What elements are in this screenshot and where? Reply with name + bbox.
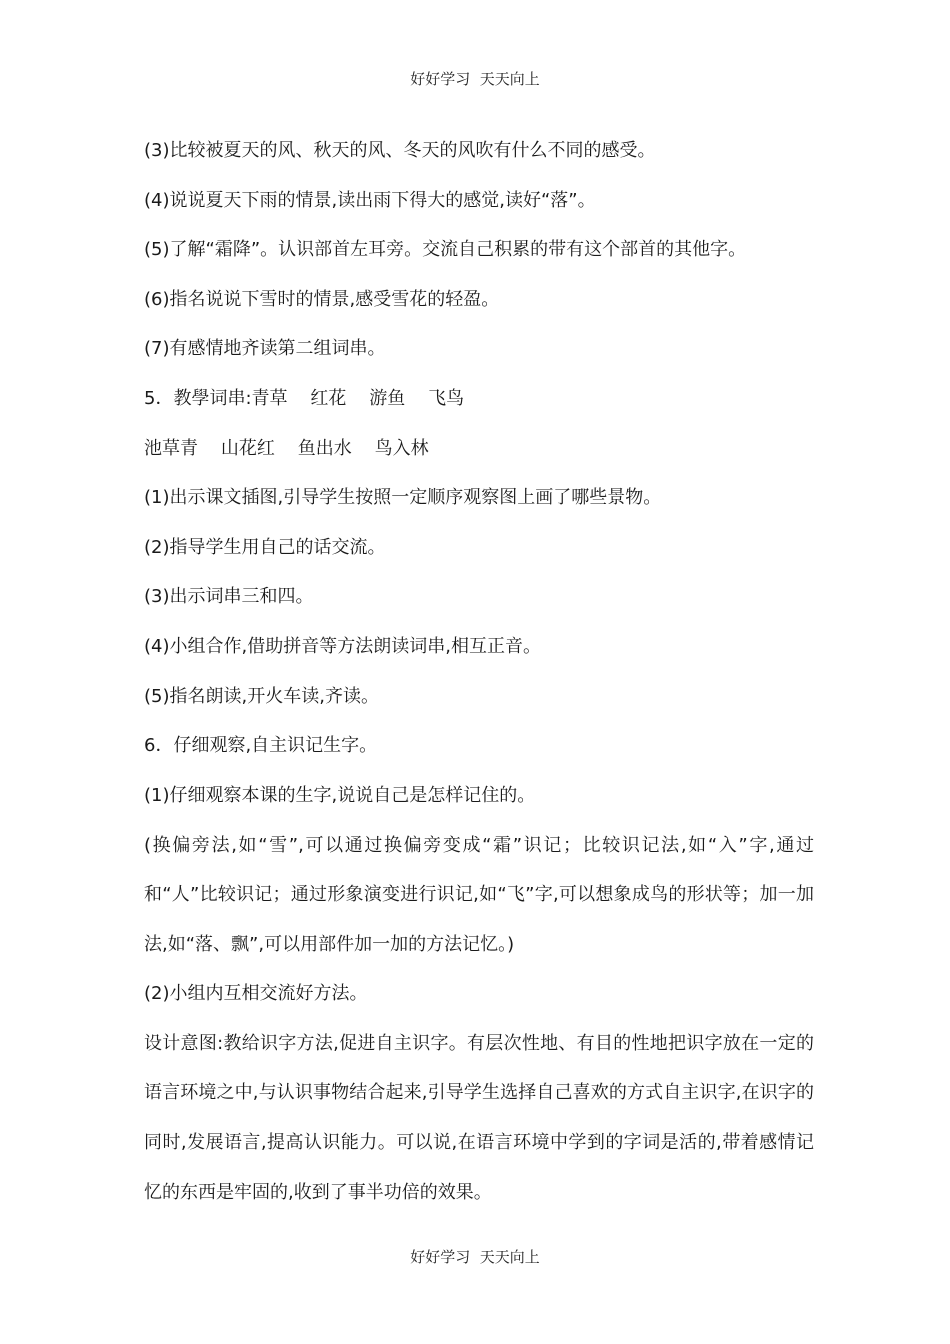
paragraph: (2)小组内互相交流好方法。 <box>144 983 368 1005</box>
paragraph: (6)指名说说下雪时的情景,感受雪花的轻盈。 <box>144 288 500 310</box>
page-footer: 好好学习 天天向上 <box>410 1248 540 1266</box>
paragraph: (4)说说夏天下雨的情景,读出雨下得大的感觉,读好“落”。 <box>144 189 596 211</box>
design-intent-paragraph: 设计意图:教给识字方法,促进自主识字。有层次性地、有目的性地把识字放在一定的语言环境之中,与认识事物结合起来,引导学生选择自己喜欢的方式自主识字,在识字的同时,发展语言,提高认识能力。可以说,在语言环境中学到的字词是活的,带着感情记忆的东西是牢固的,收到了事半功倍的效果。 <box>144 1032 814 1203</box>
document-body <box>144 136 814 1227</box>
paragraph: (5)了解“霜降”。认识部首左耳旁。交流自己积累的带有这个部首的其他字。 <box>144 239 747 261</box>
section-heading: 6．仔细观察,自主识记生字。 <box>144 735 378 757</box>
page-header: 好好学习 天天向上 <box>410 70 540 88</box>
paragraph: (换偏旁法,如“雪”,可以通过换偏旁变成“霜”识记；比较识记法,如“入”字,通过和“人”比较识记；通过形象演变进行识记,如“飞”字,可以想象成鸟的形状等；加一加法,如“落、飘”,可以用部件加一加的方法记忆。) <box>144 834 814 955</box>
paragraph: (5)指名朗读,开火车读,齐读。 <box>144 685 379 707</box>
paragraph: (4)小组合作,借助拼音等方法朗读词串,相互正音。 <box>144 635 541 657</box>
paragraph: (3)比较被夏天的风、秋天的风、冬天的风吹有什么不同的感受。 <box>144 140 656 161</box>
paragraph: (1)出示课文插图,引导学生按照一定顺序观察图上画了哪些景物。 <box>144 487 662 509</box>
paragraph: (2)指导学生用自己的话交流。 <box>144 536 386 558</box>
paragraph: (7)有感情地齐读第二组词串。 <box>144 338 386 360</box>
paragraph: (1)仔细观察本课的生字,说说自己是怎样记住的。 <box>144 784 536 806</box>
paragraph: 池草青 山花红 鱼出水 鸟入林 <box>144 437 429 459</box>
section-heading: 5．教學词串:青草 红花 游鱼 飞鸟 <box>144 387 465 409</box>
paragraph: (3)出示词串三和四。 <box>144 586 314 608</box>
